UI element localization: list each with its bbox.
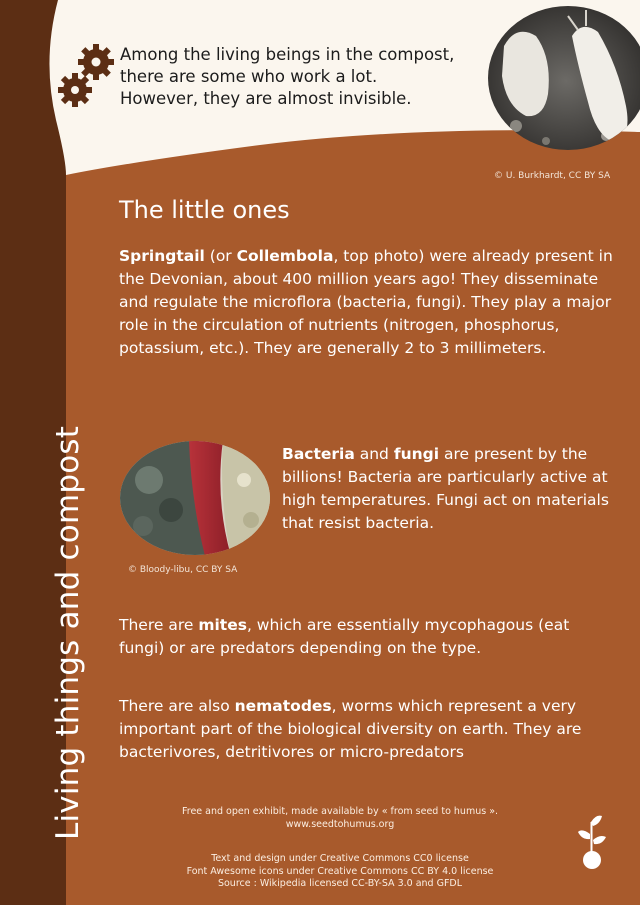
term-nematodes: nematodes [234, 697, 332, 715]
bacteria-photo [119, 440, 271, 556]
springtail-paragraph [119, 245, 619, 360]
gears-icon [58, 40, 118, 119]
term-collembola: Collembola [236, 247, 334, 265]
intro-text [120, 44, 490, 110]
term-bacteria: Bacteria [282, 445, 355, 463]
seedling-icon [574, 812, 610, 876]
intro-line-1: Among the living beings in the compost, [120, 45, 455, 64]
mites-text-1: There are [119, 616, 199, 634]
section-title: The little ones [119, 196, 290, 224]
mites-paragraph [119, 614, 619, 660]
footer-line-5: Source : Wikipedia licensed CC-BY-SA 3.0 and GFDL [217, 878, 463, 889]
springtail-text-1: (or [204, 247, 237, 265]
sidebar-title: Living things and compost [50, 425, 86, 840]
intro-line-2: there are some who work a lot. [120, 67, 378, 86]
bacteria-text-2: are present by the billions! Bacteria are particularly active at high temperatures. Fungi act on materials that resist bacteria. [282, 445, 609, 532]
springtail-photo [486, 6, 640, 156]
footer-exhibit [150, 806, 530, 831]
nematodes-text-2: , worms which represent a very important part of the biological diversity on earth. They are bacterivores, detritivores or micro-predators [119, 697, 582, 761]
mites-text-2: , which are essentially mycophagous (eat fungi) or are predators depending on the type. [119, 616, 570, 657]
nematodes-paragraph [119, 695, 619, 764]
nematodes-text-1: There are also [119, 697, 235, 715]
footer-line-1: Free and open exhibit, made available by « from seed to humus ». [181, 806, 499, 817]
bacteria-paragraph [282, 443, 617, 535]
term-mites: mites [198, 616, 247, 634]
photo-credit-top: © U. Burkhardt, CC BY SA [494, 171, 611, 181]
photo-credit-bacteria: © Bloody-libu, CC BY SA [128, 565, 238, 575]
footer-license [150, 853, 530, 891]
footer-line-4: Font Awesome icons under Creative Commons CC BY 4.0 license [186, 865, 494, 877]
springtail-text-2: , top photo) were already present in the Devonian, about 400 million years ago! They disseminate and regulate the microflora (bacteria, fungi). They play a major role in the circulation of nutrients (nitrogen, phosphorus, potassium, etc.). They are generally 2 to 3 millimeters. [119, 247, 613, 357]
bacteria-text-1: and [354, 445, 394, 463]
term-springtail: Springtail [119, 247, 205, 265]
term-fungi: fungi [393, 445, 440, 463]
footer-line-3: Text and design under Creative Commons CC0 license [211, 853, 469, 864]
intro-line-3: However, they are almost invisible. [120, 89, 412, 108]
footer-website-link[interactable]: www.seedtohumus.org [285, 818, 395, 830]
